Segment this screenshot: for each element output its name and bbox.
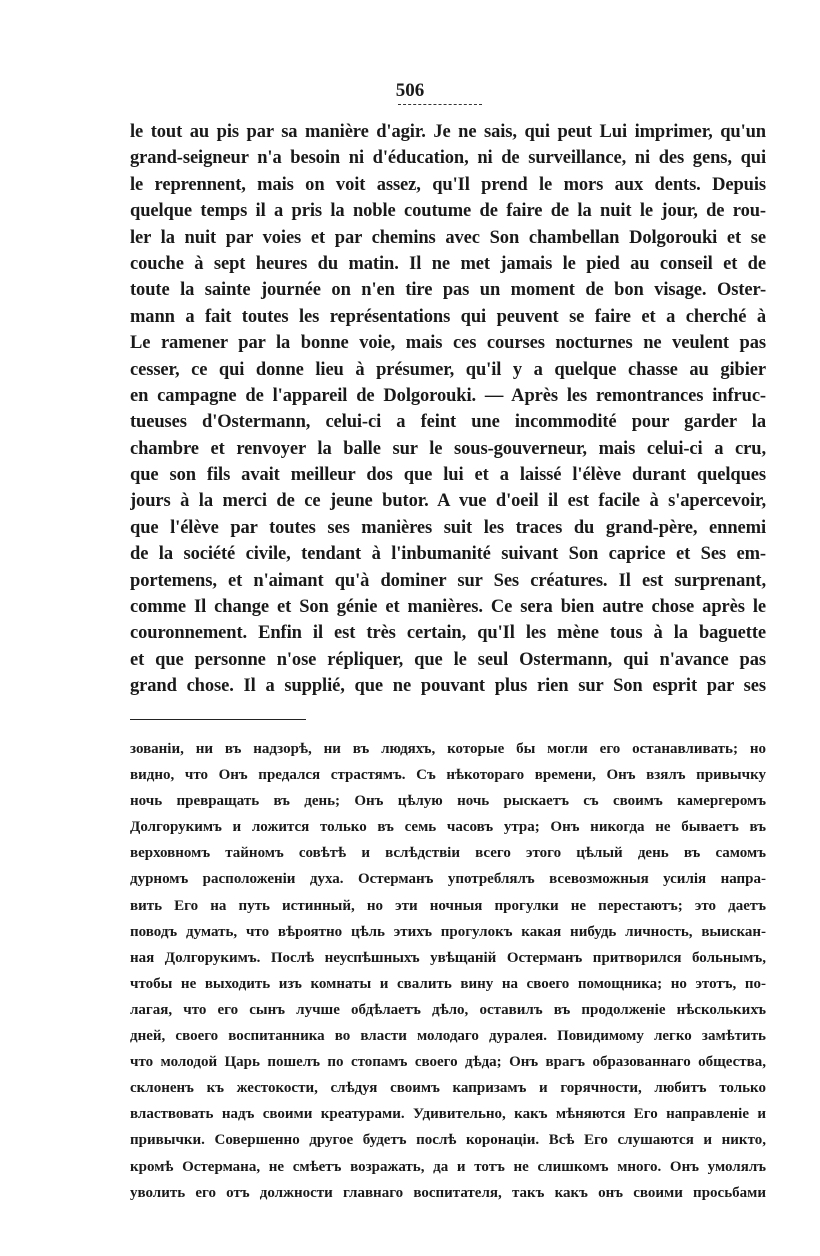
main-text-line: cesser, ce qui donne lieu à présumer, qu'il y a quelque chasse au gibier [130, 359, 766, 380]
footnote-line: видно, что Онъ предался страстямъ. Съ нѣкотораго времени, Онъ взялъ привычку [130, 767, 766, 784]
footnote-line: Долгорукимъ и ложится только въ семь часовъ утра; Онъ никогда не бываетъ въ [130, 819, 766, 836]
main-text-line: couche à sept heures du matin. Il ne met jamais le pied au conseil et de [130, 253, 766, 274]
main-text-line: que l'élève par toutes ses manières suit les traces du grand-père, ennemi [130, 517, 766, 538]
main-text-line: le tout au pis par sa manière d'agir. Je ne sais, qui peut Lui imprimer, qu'un [130, 122, 766, 142]
main-text [130, 119, 766, 700]
main-text-line: le reprennent, mais on voit assez, qu'Il prend le mors aux dents. Depuis [130, 174, 766, 195]
main-text-line: en campagne de l'appareil de Dolgorouki. — Après les remontrances infruc- [130, 385, 766, 406]
footnote-text [130, 736, 766, 1206]
main-text-line: ler la nuit par voies et par chemins avec Son chambellan Dolgorouki et se [130, 227, 766, 248]
page-number: 506 [395, 80, 425, 101]
footnote-line: кромѣ Остермана, не смѣетъ возражать, да и тотъ не слишкомъ много. Онъ умолялъ [130, 1158, 766, 1175]
footnote-line: верховномъ тайномъ совѣтѣ и вслѣдствіи всего этого цѣлый день въ самомъ [130, 845, 766, 862]
footnote-line: дней, своего воспитанника во власти молодаго дуралея. Повидимому легко замѣтить [130, 1028, 766, 1045]
main-text-line: grand-seigneur n'a besoin ni d'éducation, ni de surveillance, ni des gens, qui [130, 148, 766, 169]
footnote-line: привычки. Совершенно другое будетъ послѣ коронаціи. Всѣ Его слушаются и никто, [130, 1132, 766, 1149]
main-text-line: jours à la merci de ce jeune butor. A vue d'oeil il est facile à s'apercevoir, [130, 491, 766, 512]
main-text-line: comme Il change et Son génie et manières. Ce sera bien autre chose après le [130, 597, 766, 618]
main-text-line: toute la sainte journée on n'en tire pas un moment de bon visage. Oster- [130, 280, 766, 301]
main-text-line: quelque temps il a pris la noble coutume de faire de la nuit le jour, de rou- [130, 201, 766, 222]
footnote-line: властвовать надъ своими креатурами. Удивительно, какъ мѣняются Его направленіе и [130, 1106, 766, 1123]
footnote-line: вить Его на путь истинный, но эти ночныя прогулки не перестаютъ; это даетъ [130, 897, 766, 914]
main-text-line: grand chose. Il a supplié, que ne pouvant plus rien sur Son esprit par ses [130, 676, 766, 697]
main-text-line: tueuses d'Ostermann, celui-ci a feint une incommodité pour garder la [130, 412, 766, 433]
footnote-line: уволить его отъ должности главнаго воспитателя, такъ какъ онъ своими просьбами [130, 1184, 766, 1201]
main-text-line: couronnement. Enfin il est très certain, qu'Il les mène tous à la baguette [130, 623, 766, 644]
main-text-line: Le ramener par la bonne voie, mais ces courses nocturnes ne veulent pas [130, 333, 766, 354]
footnote-line: дурномъ расположеніи духа. Остерманъ употреблялъ всевозможныя усилія напра- [130, 871, 766, 888]
footnote-line: зованіи, ни въ надзорѣ, ни въ людяхъ, которые бы могли его останавливать; но [130, 741, 766, 757]
main-text-line: chambre et renvoyer la balle sur le sous-gouverneur, mais celui-ci a cru, [130, 438, 766, 459]
footnote-line: ная Долгорукимъ. Послѣ неуспѣшныхъ увѣщаній Остерманъ притворился больнымъ, [130, 949, 766, 966]
footnote-line: что молодой Царь пошелъ по стопамъ своего дѣда; Онъ врагъ образованнаго общества, [130, 1054, 766, 1071]
main-text-line: et que personne n'ose répliquer, que le seul Ostermann, qui n'avance pas [130, 649, 766, 670]
footnote-line: ночь превращать въ день; Онъ цѣлую ночь рыскаетъ съ своимъ камергеромъ [130, 793, 766, 810]
footnote-line: чтобы не выходить изъ комнаты и свалить вину на своего помощника; но этотъ, по- [130, 975, 766, 992]
footnote-line: склоненъ къ жестокости, слѣдуя своимъ капризамъ и горячности, любитъ только [130, 1080, 766, 1097]
footnote-separator [130, 719, 306, 720]
footnote-line: поводъ думать, что вѣроятно цѣль этихъ прогулокъ какая нибудь личность, выискан- [130, 923, 766, 940]
main-text-line: portemens, et n'aimant qu'à dominer sur Ses créatures. Il est surprenant, [130, 570, 766, 591]
main-text-line: de la société civile, tendant à l'inbumanité suivant Son caprice et Ses em- [130, 544, 766, 565]
page-number-rule [398, 104, 482, 105]
main-text-line: mann a fait toutes les représentations qui peuvent se faire et a cherché à [130, 306, 766, 327]
main-text-line: que son fils avait meilleur dos que lui et a laissé l'élève durant quelques [130, 465, 766, 486]
footnote-line: лагая, что его сынъ лучше обдѣлаетъ дѣло, оставилъ въ продолженіе нѣсколькихъ [130, 1001, 766, 1018]
